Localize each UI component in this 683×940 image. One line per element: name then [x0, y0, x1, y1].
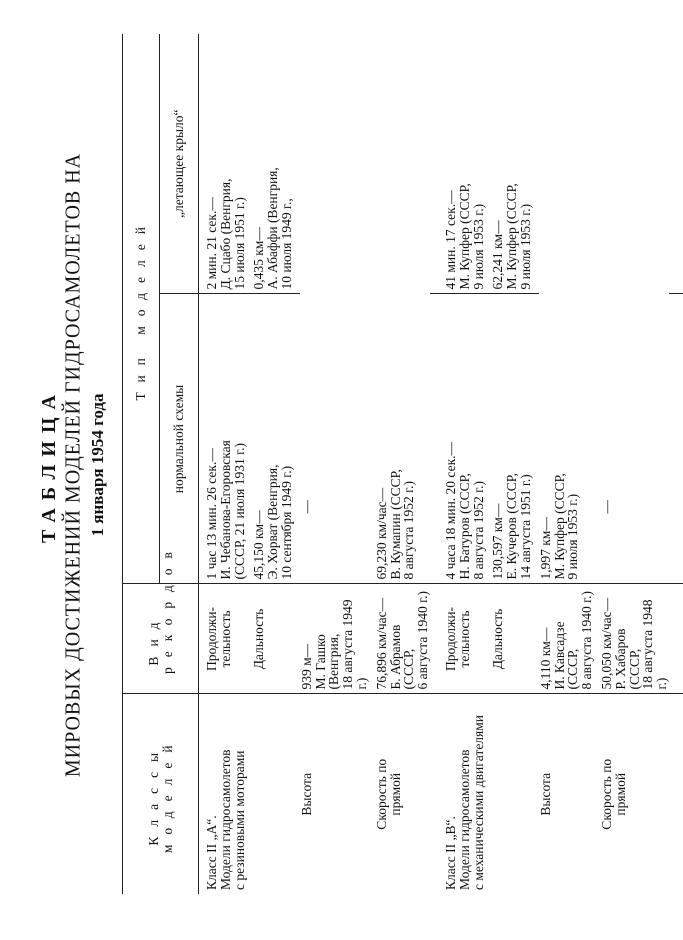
header-types: Тип моделей	[123, 34, 160, 584]
record-kind-line: Высота	[298, 772, 314, 816]
title-main: ТАБЛИЦА	[38, 387, 60, 543]
header-normal: нормальной схемы	[160, 294, 199, 584]
record-normal-line: 8 августа 1952 г.)	[470, 481, 486, 580]
title-subtitle: МИРОВЫХ ДОСТИЖЕНИЙ МОДЕЛЕЙ ГИДРОСАМОЛЕТОВ НА	[61, 152, 85, 778]
record-normal-line: 4,110 км—	[537, 627, 553, 690]
record-normal-line: 76,896 км/час—	[373, 597, 389, 690]
record-kind	[600, 694, 669, 894]
records-body	[199, 34, 683, 894]
record-flying-wing-line: —	[598, 500, 614, 514]
record-flying-wing	[444, 34, 485, 294]
record-kind-line: Скорость по	[373, 758, 389, 830]
record-flying-wing-line: 9 июля 1953 г.)	[517, 203, 533, 290]
record-normal-line: 8 августа 1940 г.)	[579, 591, 595, 690]
title-date: 1 января 1954 года	[88, 393, 107, 537]
record-flying-wing-line: 8 августа 1952 г.)	[401, 481, 417, 580]
record-normal-line: 6 августа 1940 г.)	[415, 591, 431, 690]
record-normal-line: Е. Кучеров (СССР,	[504, 473, 520, 580]
record-flying-wing-line: Д. Сцабо (Венгрия,	[217, 178, 233, 290]
record-normal	[539, 584, 594, 694]
record-normal	[444, 294, 485, 584]
record-normal-line: Н. Батуров (СССР,	[456, 473, 472, 580]
record-normal-line: 130,597 км—	[490, 503, 506, 580]
model-class-line: Класс II „А“.	[204, 815, 219, 890]
header-kind	[123, 542, 199, 694]
record-flying-wing	[539, 294, 594, 584]
record-kind-line: тельность	[217, 610, 233, 668]
record-kind-line: Дальность	[490, 608, 506, 670]
record-kind	[539, 694, 594, 894]
record-normal-line: Р. Хабаров (СССР,	[612, 628, 642, 690]
table-row	[539, 34, 594, 894]
record-kind-line: тельность	[456, 610, 472, 668]
record-normal-line: 18 августа 1949 г.)	[340, 599, 369, 690]
record-kind-line: Высота	[537, 772, 553, 816]
record-flying-wing-line: А. Абаффи (Венгрия,	[265, 167, 281, 290]
record-normal	[205, 294, 246, 584]
record-kind-line: прямой	[612, 772, 628, 816]
record-flying-wing-line: 9 июля 1953 г.)	[565, 493, 581, 580]
record-normal-line: И. Кавсадзе (СССР,	[551, 621, 581, 690]
record-flying-wing	[600, 294, 669, 584]
record-kind-line: Продолжи-	[442, 606, 458, 672]
record-normal-line: 18 августа 1948 г.)	[640, 599, 670, 690]
record-flying-wing-line: 1,997 км—	[537, 517, 553, 580]
records-table	[122, 34, 683, 894]
header-classes: Классы моделей	[123, 694, 199, 894]
header-flying-wing: „летающее крыло“	[160, 34, 199, 294]
record-flying-wing-line: 9 июля 1953 г.)	[470, 203, 486, 290]
record-normal-line: 1 час 13 мин. 26 сек.—	[204, 448, 219, 580]
record-flying-wing-line: 41 мин. 17 сек.—	[442, 190, 458, 290]
table-row	[375, 34, 430, 894]
record-flying-wing	[252, 34, 293, 294]
record-normal-line: Э. Хорват (Венгрия,	[265, 464, 281, 580]
record-kind-line: прямой	[387, 772, 403, 816]
model-class-line: Класс II „В“.	[442, 816, 458, 890]
record-kind	[375, 694, 430, 894]
model-class-line: Модели гидросамолетов	[217, 749, 233, 890]
record-flying-wing	[375, 294, 430, 584]
record-normal	[491, 294, 532, 584]
record-normal-line: 50,050 км/час—	[598, 597, 614, 690]
record-kind-line: Продолжи-	[204, 606, 219, 672]
record-flying-wing-line: 62,241 км—	[490, 220, 506, 290]
record-flying-wing-line: В. Кумапин (СССР,	[387, 469, 403, 580]
table-row	[444, 34, 485, 894]
record-kind	[205, 584, 246, 694]
record-normal	[300, 584, 369, 694]
table-row	[205, 34, 246, 894]
model-class-line: с механическими двигателями	[470, 714, 486, 890]
header-kind-text: Вид рекордов	[145, 542, 175, 674]
record-normal-line: М. Гашко (Венгрия,	[312, 633, 342, 690]
record-normal-line: 10 сентября 1949 г.)	[278, 465, 294, 580]
record-flying-wing	[205, 34, 246, 294]
table-row	[300, 34, 369, 894]
record-flying-wing-line: М. Купфер (СССР,	[504, 183, 520, 290]
record-normal-line: 4 часа 18 мин. 20 сек.—	[442, 441, 458, 580]
record-normal-line: Б. Абрамов (СССР,	[387, 624, 417, 690]
model-class	[444, 694, 539, 894]
model-class	[205, 694, 300, 894]
record-kind	[300, 694, 369, 894]
record-normal	[252, 294, 293, 584]
record-flying-wing	[491, 34, 532, 294]
record-normal-line: 14 августа 1951 г.)	[517, 474, 533, 580]
record-kind	[444, 584, 485, 694]
record-normal-line: И. Чебанова-Егоровская	[217, 440, 233, 580]
model-class-line: Модели гидросамолетов	[456, 749, 472, 890]
record-flying-wing	[300, 294, 369, 584]
record-normal-line: 939 м—	[298, 643, 314, 690]
record-normal-line: 45,150 км—	[251, 510, 267, 580]
record-kind	[252, 584, 293, 694]
record-flying-wing-line: 2 мин. 21 сек.—	[204, 197, 219, 290]
record-flying-wing-line: М. Купфер (СССР,	[456, 183, 472, 290]
record-flying-wing-line: М. Купфер (СССР,	[551, 473, 567, 580]
record-kind-line: Скорость по	[598, 758, 614, 830]
record-kind-line: Дальность	[251, 608, 267, 670]
record-normal	[600, 584, 669, 694]
record-normal-line: (СССР, 21 июля 1931 г.)	[231, 442, 247, 580]
table-row	[600, 34, 669, 894]
record-flying-wing-line: 15 июля 1951 г.)	[231, 197, 247, 290]
record-flying-wing-line: 69,230 км/час—	[373, 487, 389, 580]
record-flying-wing-line: 10 июля 1949 г.,	[278, 198, 294, 290]
record-normal	[375, 584, 430, 694]
record-flying-wing-line: 0,435 км—	[251, 227, 267, 290]
record-kind	[491, 584, 532, 694]
model-class-line: с резиновыми моторами	[231, 750, 247, 890]
record-flying-wing-line: —	[298, 500, 314, 514]
